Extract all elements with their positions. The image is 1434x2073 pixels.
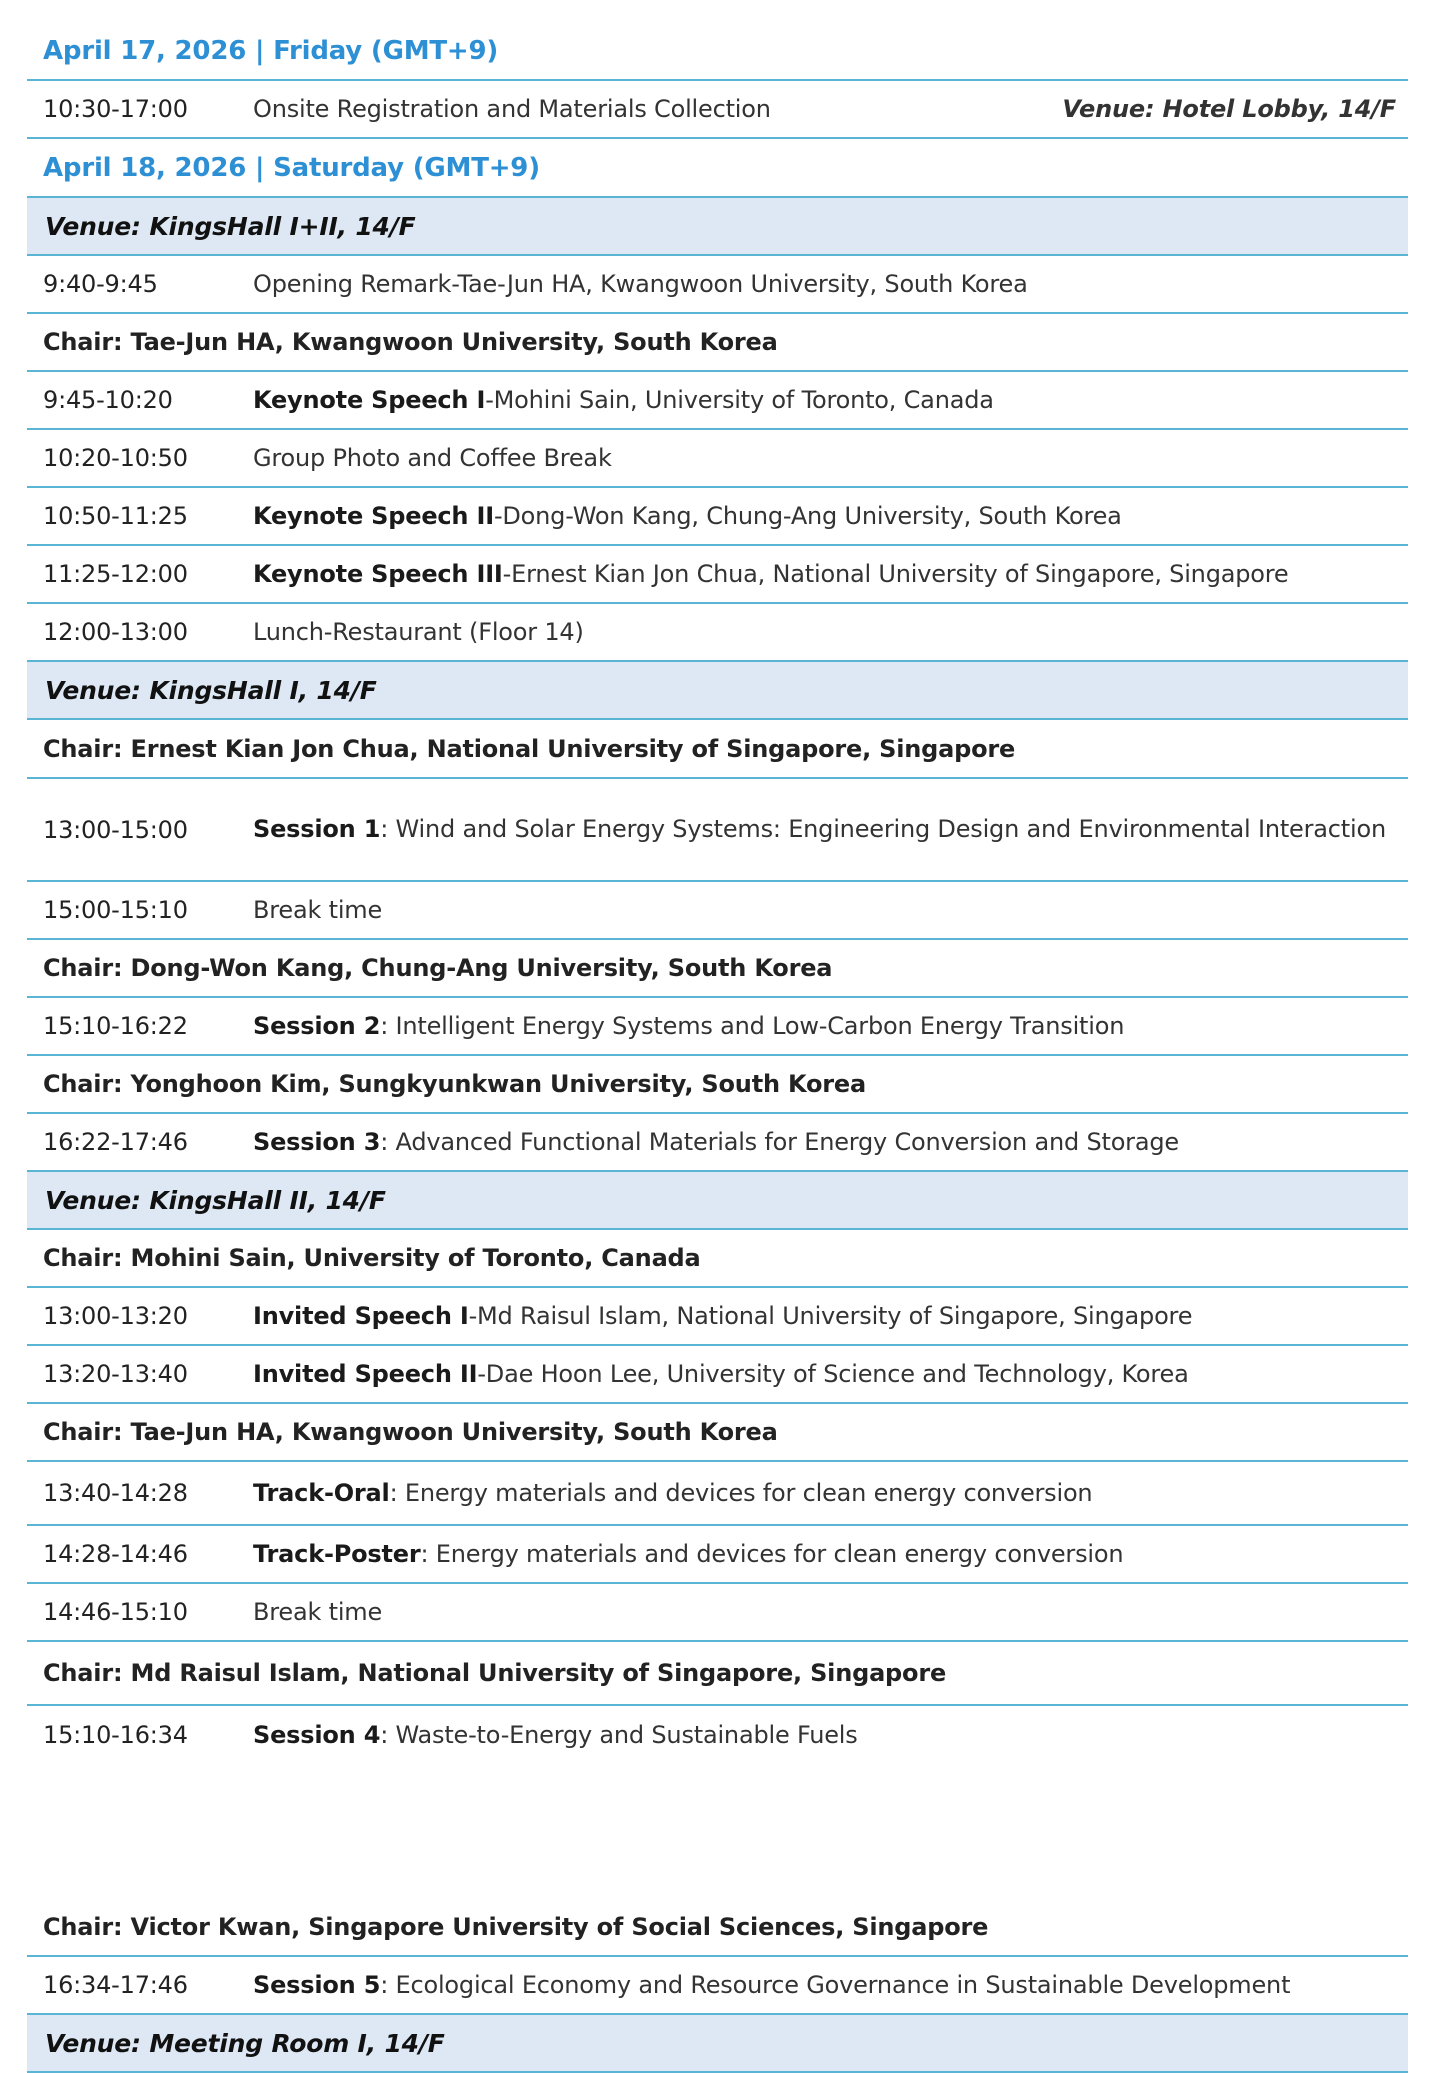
event-description [253, 1004, 1408, 1049]
event-description [253, 494, 1408, 539]
event-title: Break time [253, 1597, 383, 1626]
event-detail: : Intelligent Energy Systems and Low-Carbon Energy Transition [380, 1011, 1125, 1040]
time-slot: 15:00-15:10 [43, 896, 188, 924]
time-slot: 10:20-10:50 [43, 444, 188, 472]
page-break-gap [27, 1764, 1408, 1899]
event-description [253, 1352, 1408, 1397]
time-slot: 9:45-10:20 [43, 386, 173, 414]
event-detail: : Energy materials and devices for clean energy conversion [420, 1539, 1124, 1568]
chair-label: Chair: Dong-Won Kang, Chung-Ang University, South Korea [43, 954, 833, 982]
chair-label: Chair: Tae-Jun HA, Kwangwoon University, South Korea [43, 1418, 778, 1446]
schedule-row [27, 1706, 1408, 1764]
schedule-row [27, 488, 1408, 546]
time-slot: 14:46-15:10 [43, 1598, 188, 1626]
time-slot: 13:00-15:00 [43, 815, 188, 844]
schedule-row [27, 372, 1408, 430]
event-description [253, 552, 1408, 597]
event-label: Keynote Speech II [253, 501, 494, 530]
event-detail: -Ernest Kian Jon Chua, National University of Singapore, Singapore [502, 559, 1289, 588]
time-slot: 14:28-14:46 [43, 1540, 188, 1568]
chair-row [27, 1899, 1408, 1957]
event-title: Onsite Registration and Materials Collection [253, 94, 771, 123]
venue-band [27, 662, 1408, 720]
chair-row [27, 940, 1408, 998]
time-slot: 11:25-12:00 [43, 560, 188, 588]
time-slot: 12:00-13:00 [43, 618, 188, 646]
chair-label: Chair: Victor Kwan, Singapore University of Social Sciences, Singapore [43, 1913, 989, 1941]
event-label: Session 1 [253, 815, 381, 843]
event-description [253, 1294, 1408, 1339]
event-detail: -Mohini Sain, University of Toronto, Canada [485, 385, 994, 414]
schedule-row [27, 1114, 1408, 1172]
event-label: Track-Oral [253, 1478, 390, 1507]
time-slot: 16:34-17:46 [43, 1971, 188, 1999]
schedule-row [27, 1346, 1408, 1404]
day-heading [27, 139, 1408, 198]
schedule-row [27, 256, 1408, 314]
event-description [253, 1713, 1408, 1758]
schedule-row [27, 81, 1408, 139]
schedule-row [27, 1957, 1408, 2015]
event-label: Invited Speech I [253, 1301, 469, 1330]
time-slot: 15:10-16:34 [43, 1721, 188, 1749]
schedule-row [27, 882, 1408, 940]
schedule-row [27, 1584, 1408, 1642]
venue-band [27, 2015, 1408, 2073]
event-description [253, 1963, 1408, 2008]
event-label: Session 4 [253, 1720, 381, 1749]
time-slot: 13:20-13:40 [43, 1360, 188, 1388]
schedule-row [27, 1288, 1408, 1346]
time-slot: 10:50-11:25 [43, 502, 188, 530]
event-title: Group Photo and Coffee Break [253, 443, 612, 472]
event-description [253, 1471, 1408, 1516]
chair-row [27, 1230, 1408, 1288]
time-slot: 13:40-14:28 [43, 1479, 188, 1507]
chair-label: Chair: Ernest Kian Jon Chua, National University of Singapore, Singapore [43, 734, 1016, 763]
schedule-row [27, 604, 1408, 662]
event-description [253, 807, 1408, 852]
venue-label: Venue: Hotel Lobby, 14/F [1062, 95, 1396, 123]
event-detail: : Ecological Economy and Resource Governance in Sustainable Development [380, 1970, 1291, 1999]
venue-band [27, 1172, 1408, 1230]
chair-row [27, 1056, 1408, 1114]
schedule-row [27, 1526, 1408, 1584]
chair-label: Chair: Yonghoon Kim, Sungkyunkwan University, South Korea [43, 1070, 866, 1098]
schedule-row [27, 1462, 1408, 1526]
venue-band [27, 198, 1408, 256]
event-label: Keynote Speech III [253, 559, 503, 588]
time-slot: 16:22-17:46 [43, 1128, 188, 1156]
time-slot: 15:10-16:22 [43, 1012, 188, 1040]
time-slot: 13:00-13:20 [43, 1302, 188, 1330]
event-detail: : Waste-to-Energy and Sustainable Fuels [380, 1720, 858, 1749]
event-detail: : Energy materials and devices for clean energy conversion [389, 1478, 1093, 1507]
chair-row [27, 1642, 1408, 1706]
venue-label: Venue: KingsHall I, 14/F [45, 675, 377, 705]
event-label: Keynote Speech I [253, 385, 486, 414]
time-slot: 10:30-17:00 [43, 95, 188, 123]
chair-row [27, 720, 1408, 779]
chair-row [27, 1404, 1408, 1462]
schedule-row [27, 779, 1408, 882]
event-detail: -Md Raisul Islam, National University of Singapore, Singapore [468, 1301, 1193, 1330]
event-label: Invited Speech II [253, 1359, 478, 1388]
event-description [253, 1532, 1408, 1577]
chair-label: Chair: Tae-Jun HA, Kwangwoon University, South Korea [43, 328, 778, 356]
event-title: Opening Remark-Tae-Jun HA, Kwangwoon University, South Korea [253, 269, 1028, 298]
schedule-row [27, 430, 1408, 488]
event-description [253, 378, 1408, 423]
chair-row [27, 314, 1408, 372]
schedule-table [27, 22, 1408, 2073]
event-title: Break time [253, 895, 383, 924]
event-detail: : Wind and Solar Energy Systems: Engineering Design and Environmental Interaction [380, 815, 1386, 843]
event-detail: -Dae Hoon Lee, University of Science and Technology, Korea [477, 1359, 1189, 1388]
chair-label: Chair: Md Raisul Islam, National University of Singapore, Singapore [43, 1659, 947, 1687]
event-detail: -Dong-Won Kang, Chung-Ang University, South Korea [493, 501, 1122, 530]
venue-label: Venue: KingsHall II, 14/F [45, 1185, 386, 1215]
day-heading-text: April 17, 2026 | Friday (GMT+9) [43, 35, 499, 66]
day-heading [27, 22, 1408, 81]
schedule-row [27, 546, 1408, 604]
venue-label: Venue: Meeting Room I, 14/F [45, 2028, 445, 2058]
event-detail: : Advanced Functional Materials for Energy Conversion and Storage [380, 1127, 1179, 1156]
day-heading-text: April 18, 2026 | Saturday (GMT+9) [43, 152, 540, 183]
event-label: Session 5 [253, 1970, 381, 1999]
event-label: Track-Poster [253, 1539, 421, 1568]
time-slot: 9:40-9:45 [43, 270, 158, 298]
event-label: Session 2 [253, 1011, 381, 1040]
venue-label: Venue: KingsHall I+II, 14/F [45, 211, 416, 241]
schedule-row [27, 998, 1408, 1056]
event-label: Session 3 [253, 1127, 381, 1156]
chair-label: Chair: Mohini Sain, University of Toronto, Canada [43, 1244, 701, 1272]
event-description [253, 1120, 1408, 1165]
event-title: Lunch-Restaurant (Floor 14) [253, 617, 584, 646]
